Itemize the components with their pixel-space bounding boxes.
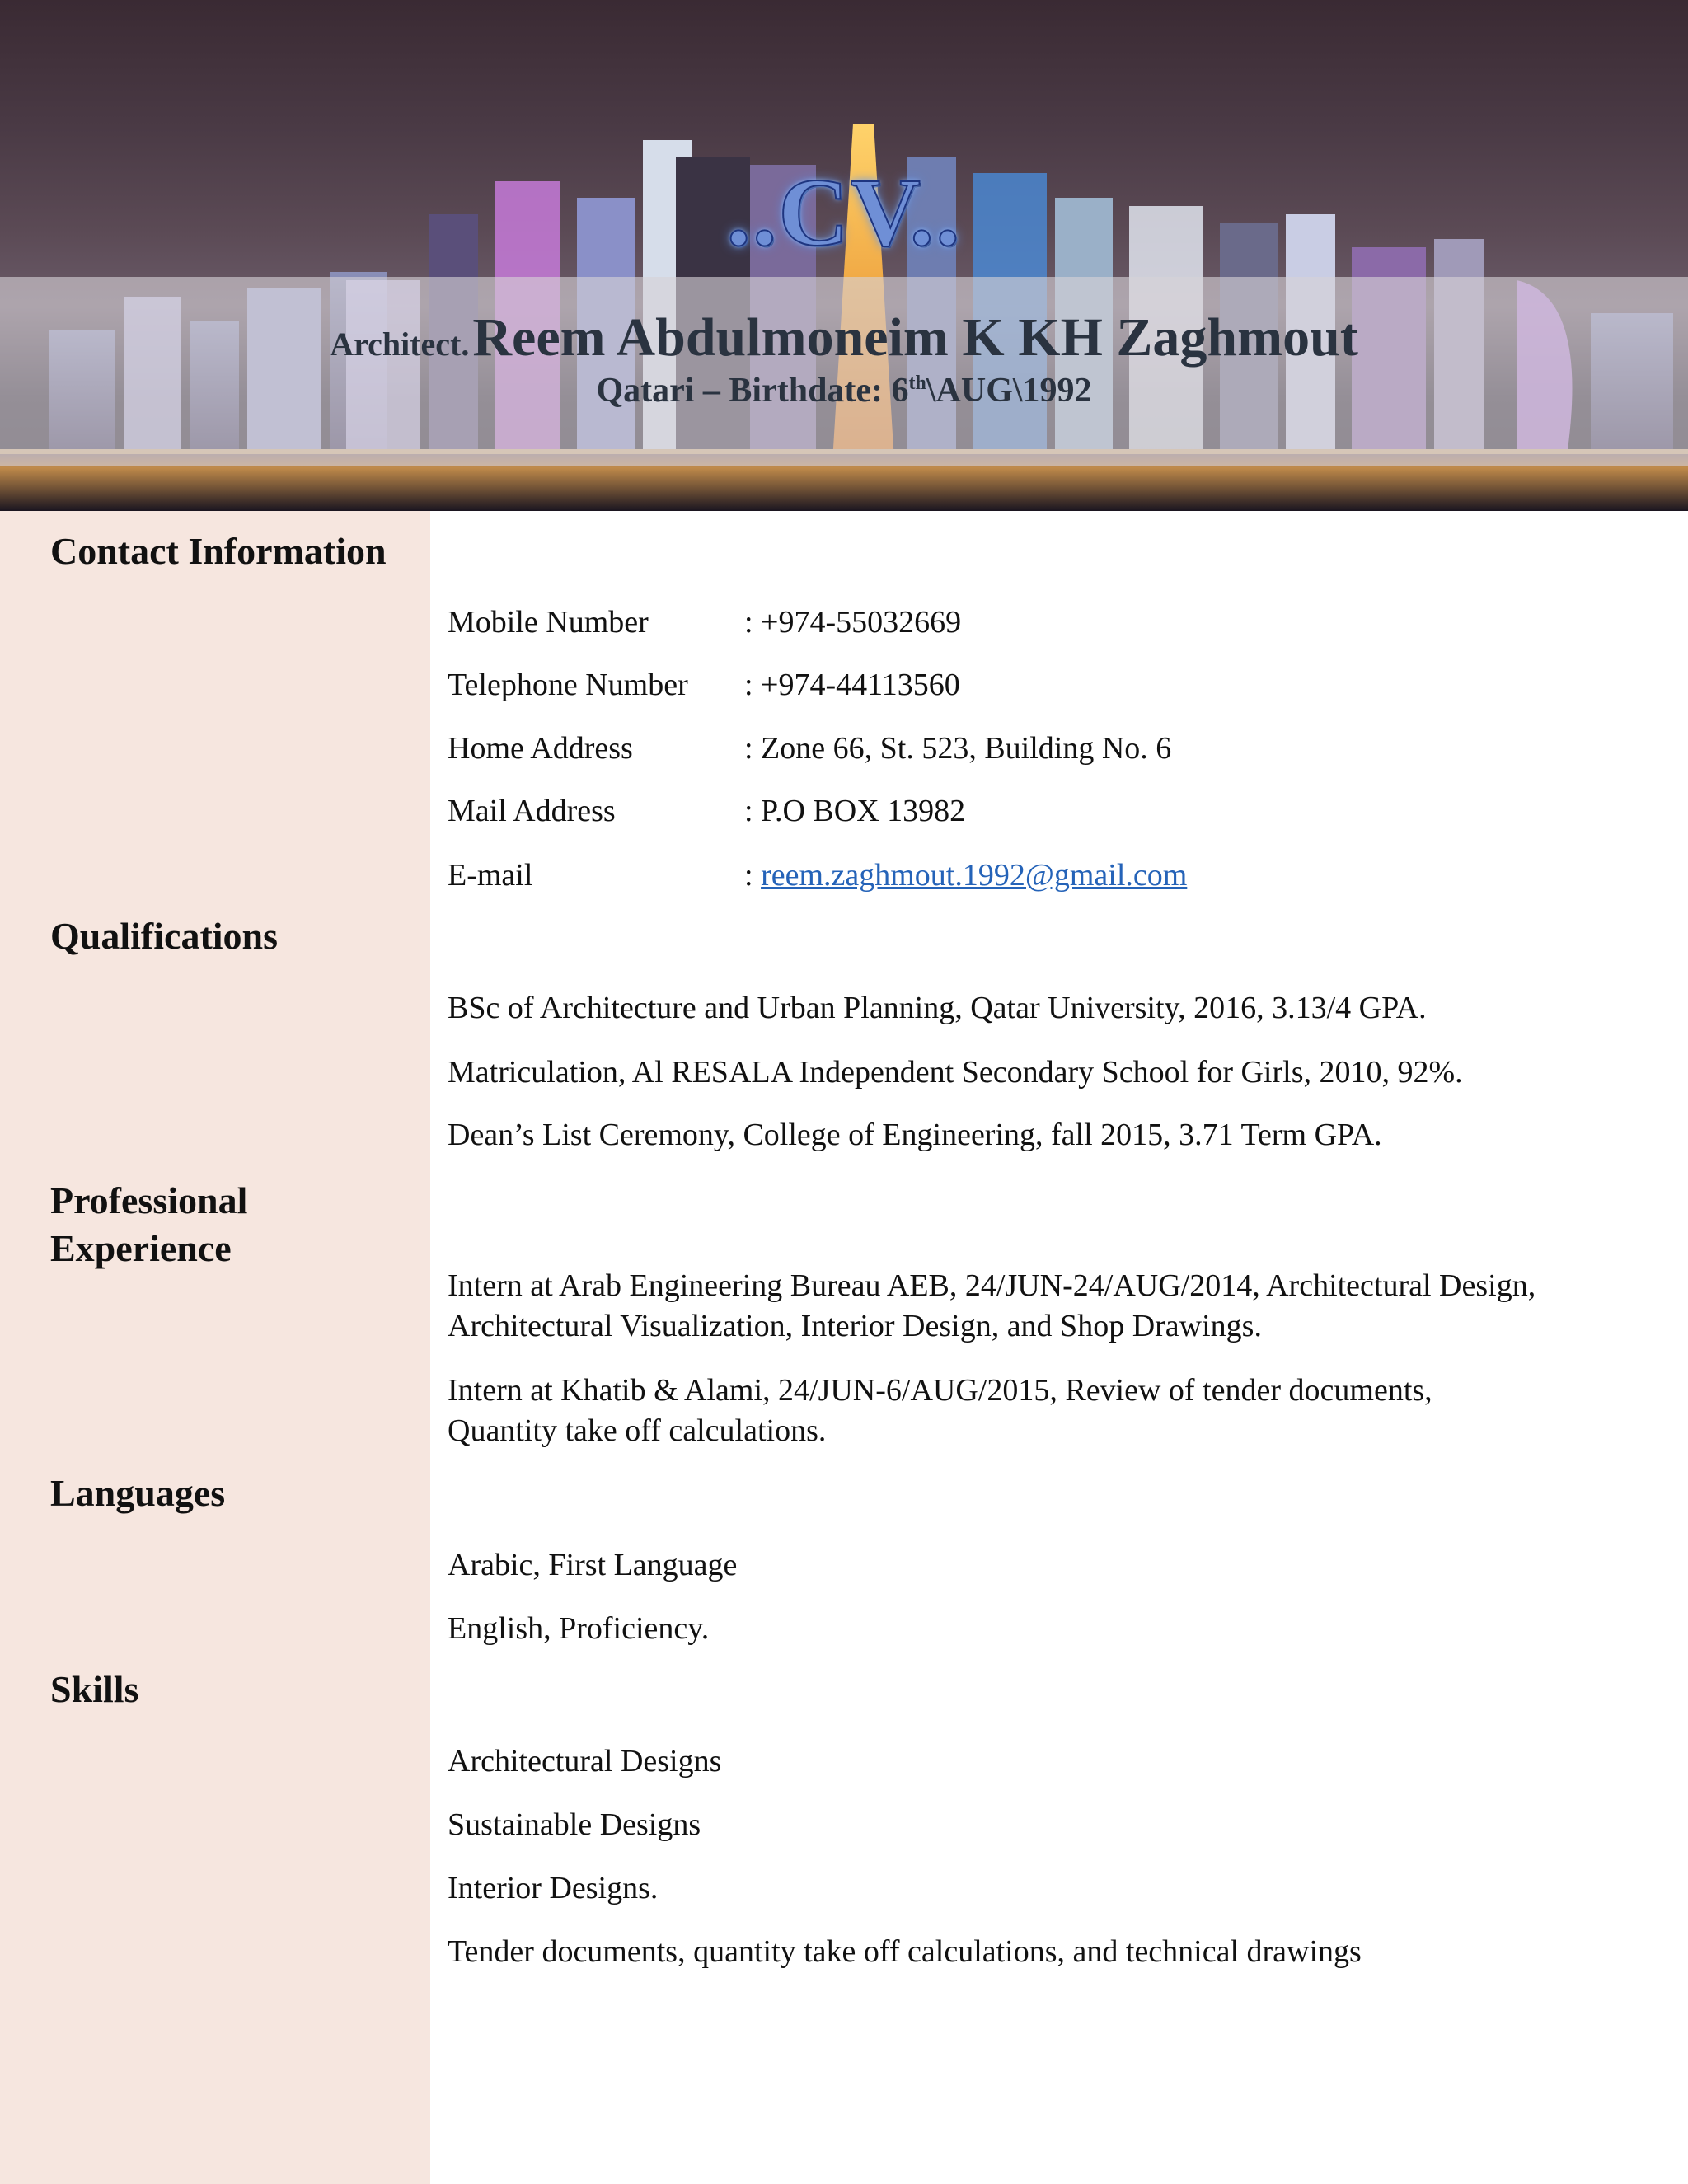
skill-item: Interior Designs. [448,1871,659,1905]
section-heading-skills: Skills [50,1668,139,1710]
header-banner [0,0,1688,511]
experience-item: Intern at Arab Engineering Bureau AEB, 24/JUN-24/AUG/2014, Architectural Design, Architectural Visualization, Interior Design, and Shop Drawings. [448,1268,1536,1343]
contact-label-telephone: Telephone Number [448,668,688,702]
qualification-item: Matriculation, Al RESALA Independent Secondary School for Girls, 2010, 92%. [448,1055,1463,1090]
full-name: Reem Abdulmoneim K KH Zaghmout [472,307,1358,368]
section-heading-contact: Contact Information [50,530,387,572]
section-heading-qualifications: Qualifications [50,915,279,957]
section-heading-experience-line2: Experience [50,1227,232,1269]
title-prefix: Architect. [330,326,470,363]
experience-item: Intern at Khatib & Alami, 24/JUN-6/AUG/2015, Review of tender documents, Quantity take off calculations. [448,1373,1432,1448]
nationality-birthdate [0,371,1688,410]
skill-item: Tender documents, quantity take off calculations, and technical drawings [448,1934,1362,1969]
name-line [0,307,1688,369]
birth-text: Qatari – Birthdate: 6 [596,372,909,410]
birth-date-rest: \AUG\1992 [926,372,1092,410]
sidebar [0,511,430,2184]
contact-value-telephone: : +974-44113560 [744,668,960,702]
qualification-item: BSc of Architecture and Urban Planning, Qatar University, 2016, 3.13/4 GPA. [448,991,1427,1025]
section-heading-experience-line1: Professional [50,1179,248,1221]
contact-label-email: E-mail [448,858,533,893]
email-colon: : [744,858,762,893]
contact-label-home-address: Home Address [448,731,633,766]
skill-item: Architectural Designs [448,1744,722,1779]
birth-ordinal: th [908,373,926,394]
cv-title: ..CV.. [726,158,962,266]
contact-value-home-address: : Zone 66, St. 523, Building No. 6 [744,731,1172,766]
qualification-item: Dean’s List Ceremony, College of Engineering, fall 2015, 3.71 Term GPA. [448,1118,1382,1152]
section-heading-languages: Languages [50,1472,226,1514]
contact-value-mobile: : +974-55032669 [744,605,962,640]
skill-item: Sustainable Designs [448,1807,701,1842]
section-heading-experience [50,1177,247,1272]
language-item: English, Proficiency. [448,1611,710,1646]
email-link[interactable]: reem.zaghmout.1992@gmail.com [761,858,1188,893]
contact-value-mail-address: : P.O BOX 13982 [744,794,966,828]
contact-label-mail-address: Mail Address [448,794,616,828]
contact-value-email [744,855,1187,896]
language-item: Arabic, First Language [448,1548,738,1582]
contact-label-mobile: Mobile Number [448,605,649,640]
